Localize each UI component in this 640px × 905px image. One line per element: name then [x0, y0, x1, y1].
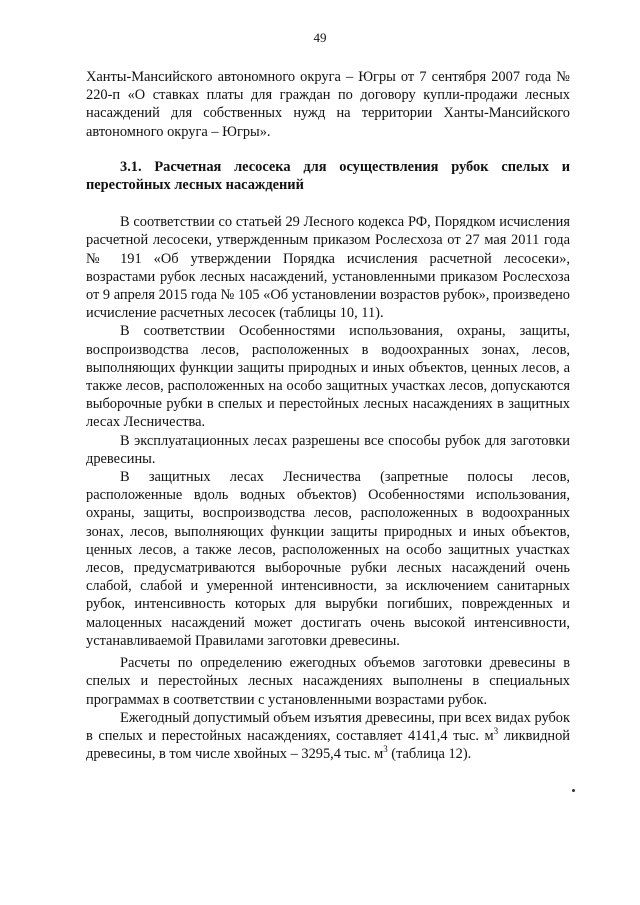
- paragraph-annual-volume: [86, 709, 570, 764]
- section-heading: 3.1. Расчетная лесосека для осуществления рубок спелых и перестойных лесных насаждений: [86, 158, 570, 194]
- cubic-superscript: 3: [493, 726, 499, 737]
- cubic-superscript: 3: [383, 744, 388, 755]
- paragraph-exploitation-forests: В эксплуатационных лесах разрешены все способы рубок для заготовки древесины.: [86, 432, 570, 467]
- paragraph-calculations: Расчеты по определению ежегодных объемов заготовки древесины в спелых и перестойных лесных насаждениях выполнены в специальных программах в соответствии с установленными возрастами рубок.: [86, 655, 570, 708]
- paragraph-calculation-basis: В соответствии со статьей 29 Лесного кодекса РФ, Порядком исчисления расчетной лесосеки, утвержденным приказом Рослесхоза от 27 мая 2011 года № 191 «Об утверждении Порядка исчисления расчетной лесосеки», возрастами рубок лесных насаждений, установленными приказом Рослесхоза от 9 апреля 2015 года № 105 «Об установлении возрастов рубок», произведено исчисление расчетных лесосек (таблицы 10, 11).: [86, 214, 570, 322]
- document-body: [86, 68, 570, 763]
- page-number: 49: [313, 30, 327, 45]
- scan-speck: [572, 789, 575, 792]
- paragraph-protective-forests: В защитных лесах Лесничества (запретные полосы лесов, расположенные вдоль водных объектов) Особенностями использования, охраны, защиты, воспроизводства лесов, расположенных в водоохранных зонах, лесов, выполняющих функции защиты природных и иных объектов, ценных лесов, а также лесов, расположенных на особо защитных участках лесов, предусматриваются выборочные рубки лесных насаждений очень слабой, слабой и умеренной интенсивности, за исключением санитарных рубок, интенсивность которых для вырубки погибших, поврежденных и малоценных насаждений может достигать очень высокой интенсивности, устанавливаемой Правилами заготовки древесины.: [86, 469, 570, 649]
- intro-paragraph: Ханты-Мансийского автономного округа – Югры от 7 сентября 2007 года № 220-п «О ставках платы для граждан по договору купли-продажи лесных насаждений для собственных нужд на территории Ханты-Мансийского автономного округа – Югры».: [86, 69, 570, 140]
- annual-volume-text: Ежегодный допустимый объем изъятия древесины, при всех видах рубок в спелых и перестойных насаждениях, составляет 4141,4 тыс. м: [86, 709, 570, 744]
- coniferous-volume-text: ликвидной древесины, в том числе хвойных – 3295,4 тыс. м: [86, 727, 570, 763]
- table-reference-text: (таблица 12).: [387, 746, 472, 763]
- paragraph-selective-cutting: В соответствии Особенностями использования, охраны, защиты, воспроизводства лесов, расположенных в водоохранных зонах, лесов, выполняющих функции защиты природных и иных объектов, ценных лесов, а также лесов, расположенных на особо защитных участках лесов, допускаются выборочные рубки в спелых и перестойных лесных насаждениях в защитных лесах Лесничества.: [86, 323, 570, 431]
